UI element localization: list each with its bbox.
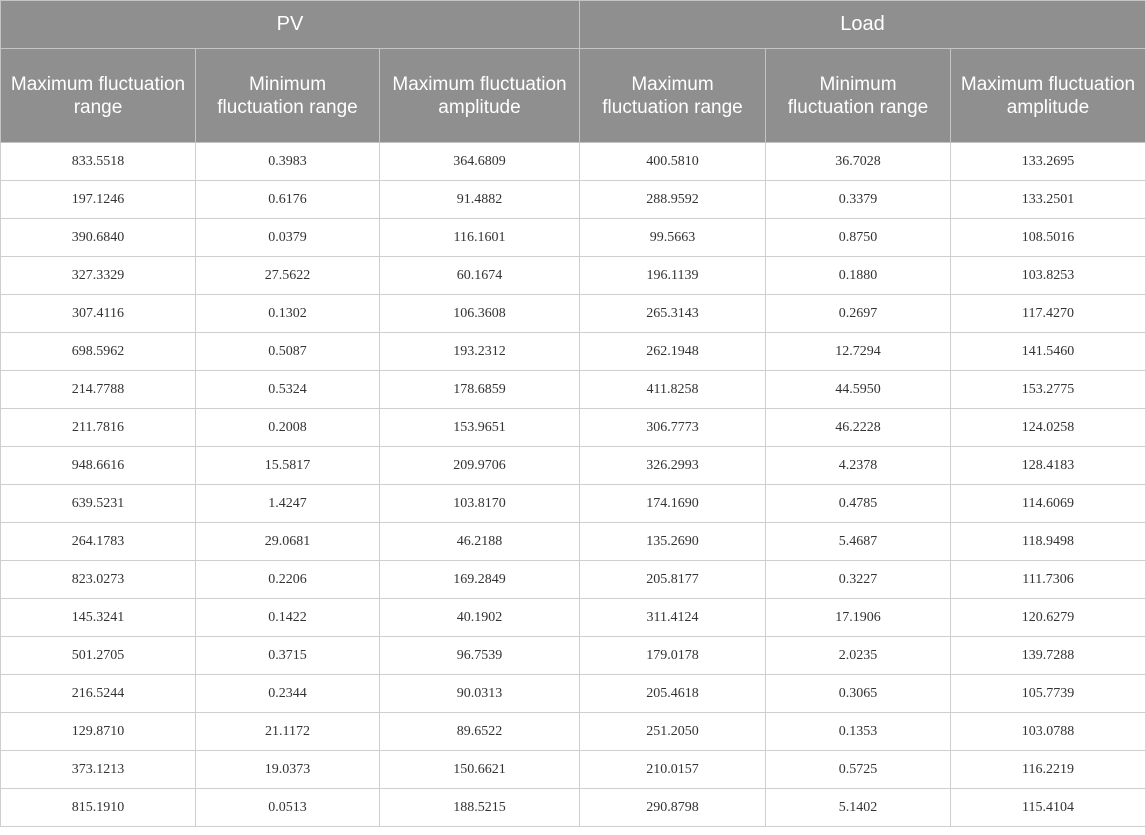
table-cell: 364.6809 <box>380 143 580 181</box>
table-cell: 114.6069 <box>951 485 1145 523</box>
table-header <box>1 1 1145 143</box>
table-cell: 0.3983 <box>196 143 380 181</box>
table-cell: 196.1139 <box>580 257 766 295</box>
table-row <box>1 713 1145 751</box>
column-header-row <box>1 49 1145 143</box>
table-row <box>1 295 1145 333</box>
table-cell: 0.1353 <box>766 713 951 751</box>
table-cell: 116.2219 <box>951 751 1145 789</box>
table-cell: 288.9592 <box>580 181 766 219</box>
table-cell: 128.4183 <box>951 447 1145 485</box>
table-cell: 133.2695 <box>951 143 1145 181</box>
table-cell: 29.0681 <box>196 523 380 561</box>
table-cell: 216.5244 <box>1 675 196 713</box>
table-cell: 46.2228 <box>766 409 951 447</box>
table-cell: 327.3329 <box>1 257 196 295</box>
table-cell: 0.2008 <box>196 409 380 447</box>
table-cell: 197.1246 <box>1 181 196 219</box>
table-cell: 262.1948 <box>580 333 766 371</box>
table-cell: 0.5725 <box>766 751 951 789</box>
table-row <box>1 751 1145 789</box>
table-cell: 400.5810 <box>580 143 766 181</box>
table-cell: 307.4116 <box>1 295 196 333</box>
table-cell: 124.0258 <box>951 409 1145 447</box>
table-cell: 373.1213 <box>1 751 196 789</box>
group-header-load: Load <box>580 1 1145 49</box>
table-row <box>1 333 1145 371</box>
table-cell: 501.2705 <box>1 637 196 675</box>
table-cell: 311.4124 <box>580 599 766 637</box>
table-row <box>1 561 1145 599</box>
table-cell: 0.5324 <box>196 371 380 409</box>
table-cell: 153.9651 <box>380 409 580 447</box>
table-row <box>1 675 1145 713</box>
table-cell: 823.0273 <box>1 561 196 599</box>
table-row <box>1 181 1145 219</box>
table-cell: 326.2993 <box>580 447 766 485</box>
table-cell: 0.0379 <box>196 219 380 257</box>
table-cell: 2.0235 <box>766 637 951 675</box>
table-cell: 19.0373 <box>196 751 380 789</box>
table-cell: 0.8750 <box>766 219 951 257</box>
table-cell: 0.1422 <box>196 599 380 637</box>
table-cell: 193.2312 <box>380 333 580 371</box>
table-cell: 103.0788 <box>951 713 1145 751</box>
table-cell: 17.1906 <box>766 599 951 637</box>
table-cell: 0.2206 <box>196 561 380 599</box>
table-cell: 105.7739 <box>951 675 1145 713</box>
table-cell: 0.2697 <box>766 295 951 333</box>
table-cell: 0.3715 <box>196 637 380 675</box>
table-cell: 118.9498 <box>951 523 1145 561</box>
table-row <box>1 219 1145 257</box>
table-cell: 117.4270 <box>951 295 1145 333</box>
table-cell: 290.8798 <box>580 789 766 827</box>
table-cell: 141.5460 <box>951 333 1145 371</box>
table-cell: 251.2050 <box>580 713 766 751</box>
table-cell: 15.5817 <box>196 447 380 485</box>
table-cell: 178.6859 <box>380 371 580 409</box>
table-cell: 103.8170 <box>380 485 580 523</box>
column-header: Minimum fluctuation range <box>766 49 951 143</box>
table-cell: 0.1880 <box>766 257 951 295</box>
table-cell: 44.5950 <box>766 371 951 409</box>
table-row <box>1 143 1145 181</box>
table-cell: 103.8253 <box>951 257 1145 295</box>
table-cell: 0.6176 <box>196 181 380 219</box>
table-cell: 188.5215 <box>380 789 580 827</box>
table-cell: 106.3608 <box>380 295 580 333</box>
table-cell: 205.8177 <box>580 561 766 599</box>
table-cell: 91.4882 <box>380 181 580 219</box>
table-cell: 89.6522 <box>380 713 580 751</box>
table-cell: 210.0157 <box>580 751 766 789</box>
table-row <box>1 485 1145 523</box>
table-cell: 139.7288 <box>951 637 1145 675</box>
table-cell: 0.2344 <box>196 675 380 713</box>
table-cell: 1.4247 <box>196 485 380 523</box>
table-cell: 40.1902 <box>380 599 580 637</box>
table-row <box>1 409 1145 447</box>
table-cell: 12.7294 <box>766 333 951 371</box>
table-row <box>1 599 1145 637</box>
table-cell: 4.2378 <box>766 447 951 485</box>
table-cell: 36.7028 <box>766 143 951 181</box>
table-cell: 46.2188 <box>380 523 580 561</box>
table-cell: 0.4785 <box>766 485 951 523</box>
column-header: Maximum fluctuation amplitude <box>951 49 1145 143</box>
table-cell: 96.7539 <box>380 637 580 675</box>
table-cell: 133.2501 <box>951 181 1145 219</box>
table-cell: 390.6840 <box>1 219 196 257</box>
table-cell: 27.5622 <box>196 257 380 295</box>
table-cell: 169.2849 <box>380 561 580 599</box>
table-cell: 129.8710 <box>1 713 196 751</box>
table-row <box>1 447 1145 485</box>
table-cell: 120.6279 <box>951 599 1145 637</box>
table-cell: 5.1402 <box>766 789 951 827</box>
table-cell: 211.7816 <box>1 409 196 447</box>
table-cell: 0.3379 <box>766 181 951 219</box>
column-header: Maximum fluctuation range <box>580 49 766 143</box>
table-cell: 99.5663 <box>580 219 766 257</box>
table-cell: 0.3227 <box>766 561 951 599</box>
table-cell: 948.6616 <box>1 447 196 485</box>
table-cell: 205.4618 <box>580 675 766 713</box>
group-header-pv: PV <box>1 1 580 49</box>
table-cell: 108.5016 <box>951 219 1145 257</box>
group-header-row <box>1 1 1145 49</box>
table-cell: 90.0313 <box>380 675 580 713</box>
table-cell: 306.7773 <box>580 409 766 447</box>
table-cell: 264.1783 <box>1 523 196 561</box>
table-cell: 150.6621 <box>380 751 580 789</box>
column-header: Minimum fluctuation range <box>196 49 380 143</box>
table-row <box>1 523 1145 561</box>
table-cell: 0.0513 <box>196 789 380 827</box>
table-cell: 0.5087 <box>196 333 380 371</box>
table-cell: 135.2690 <box>580 523 766 561</box>
table-cell: 153.2775 <box>951 371 1145 409</box>
table-cell: 833.5518 <box>1 143 196 181</box>
column-header: Maximum fluctuation range <box>1 49 196 143</box>
column-header: Maximum fluctuation amplitude <box>380 49 580 143</box>
table-cell: 111.7306 <box>951 561 1145 599</box>
table-cell: 60.1674 <box>380 257 580 295</box>
table-cell: 115.4104 <box>951 789 1145 827</box>
table-cell: 21.1172 <box>196 713 380 751</box>
table-cell: 145.3241 <box>1 599 196 637</box>
table-cell: 5.4687 <box>766 523 951 561</box>
table-cell: 698.5962 <box>1 333 196 371</box>
table-cell: 179.0178 <box>580 637 766 675</box>
table-row <box>1 637 1145 675</box>
table-cell: 0.3065 <box>766 675 951 713</box>
table-cell: 815.1910 <box>1 789 196 827</box>
table-cell: 0.1302 <box>196 295 380 333</box>
table-row <box>1 371 1145 409</box>
table-body <box>1 143 1145 827</box>
table-cell: 639.5231 <box>1 485 196 523</box>
table-cell: 214.7788 <box>1 371 196 409</box>
table-cell: 116.1601 <box>380 219 580 257</box>
table-cell: 411.8258 <box>580 371 766 409</box>
table-row <box>1 257 1145 295</box>
table-cell: 209.9706 <box>380 447 580 485</box>
table-row <box>1 789 1145 827</box>
table-cell: 174.1690 <box>580 485 766 523</box>
table-cell: 265.3143 <box>580 295 766 333</box>
